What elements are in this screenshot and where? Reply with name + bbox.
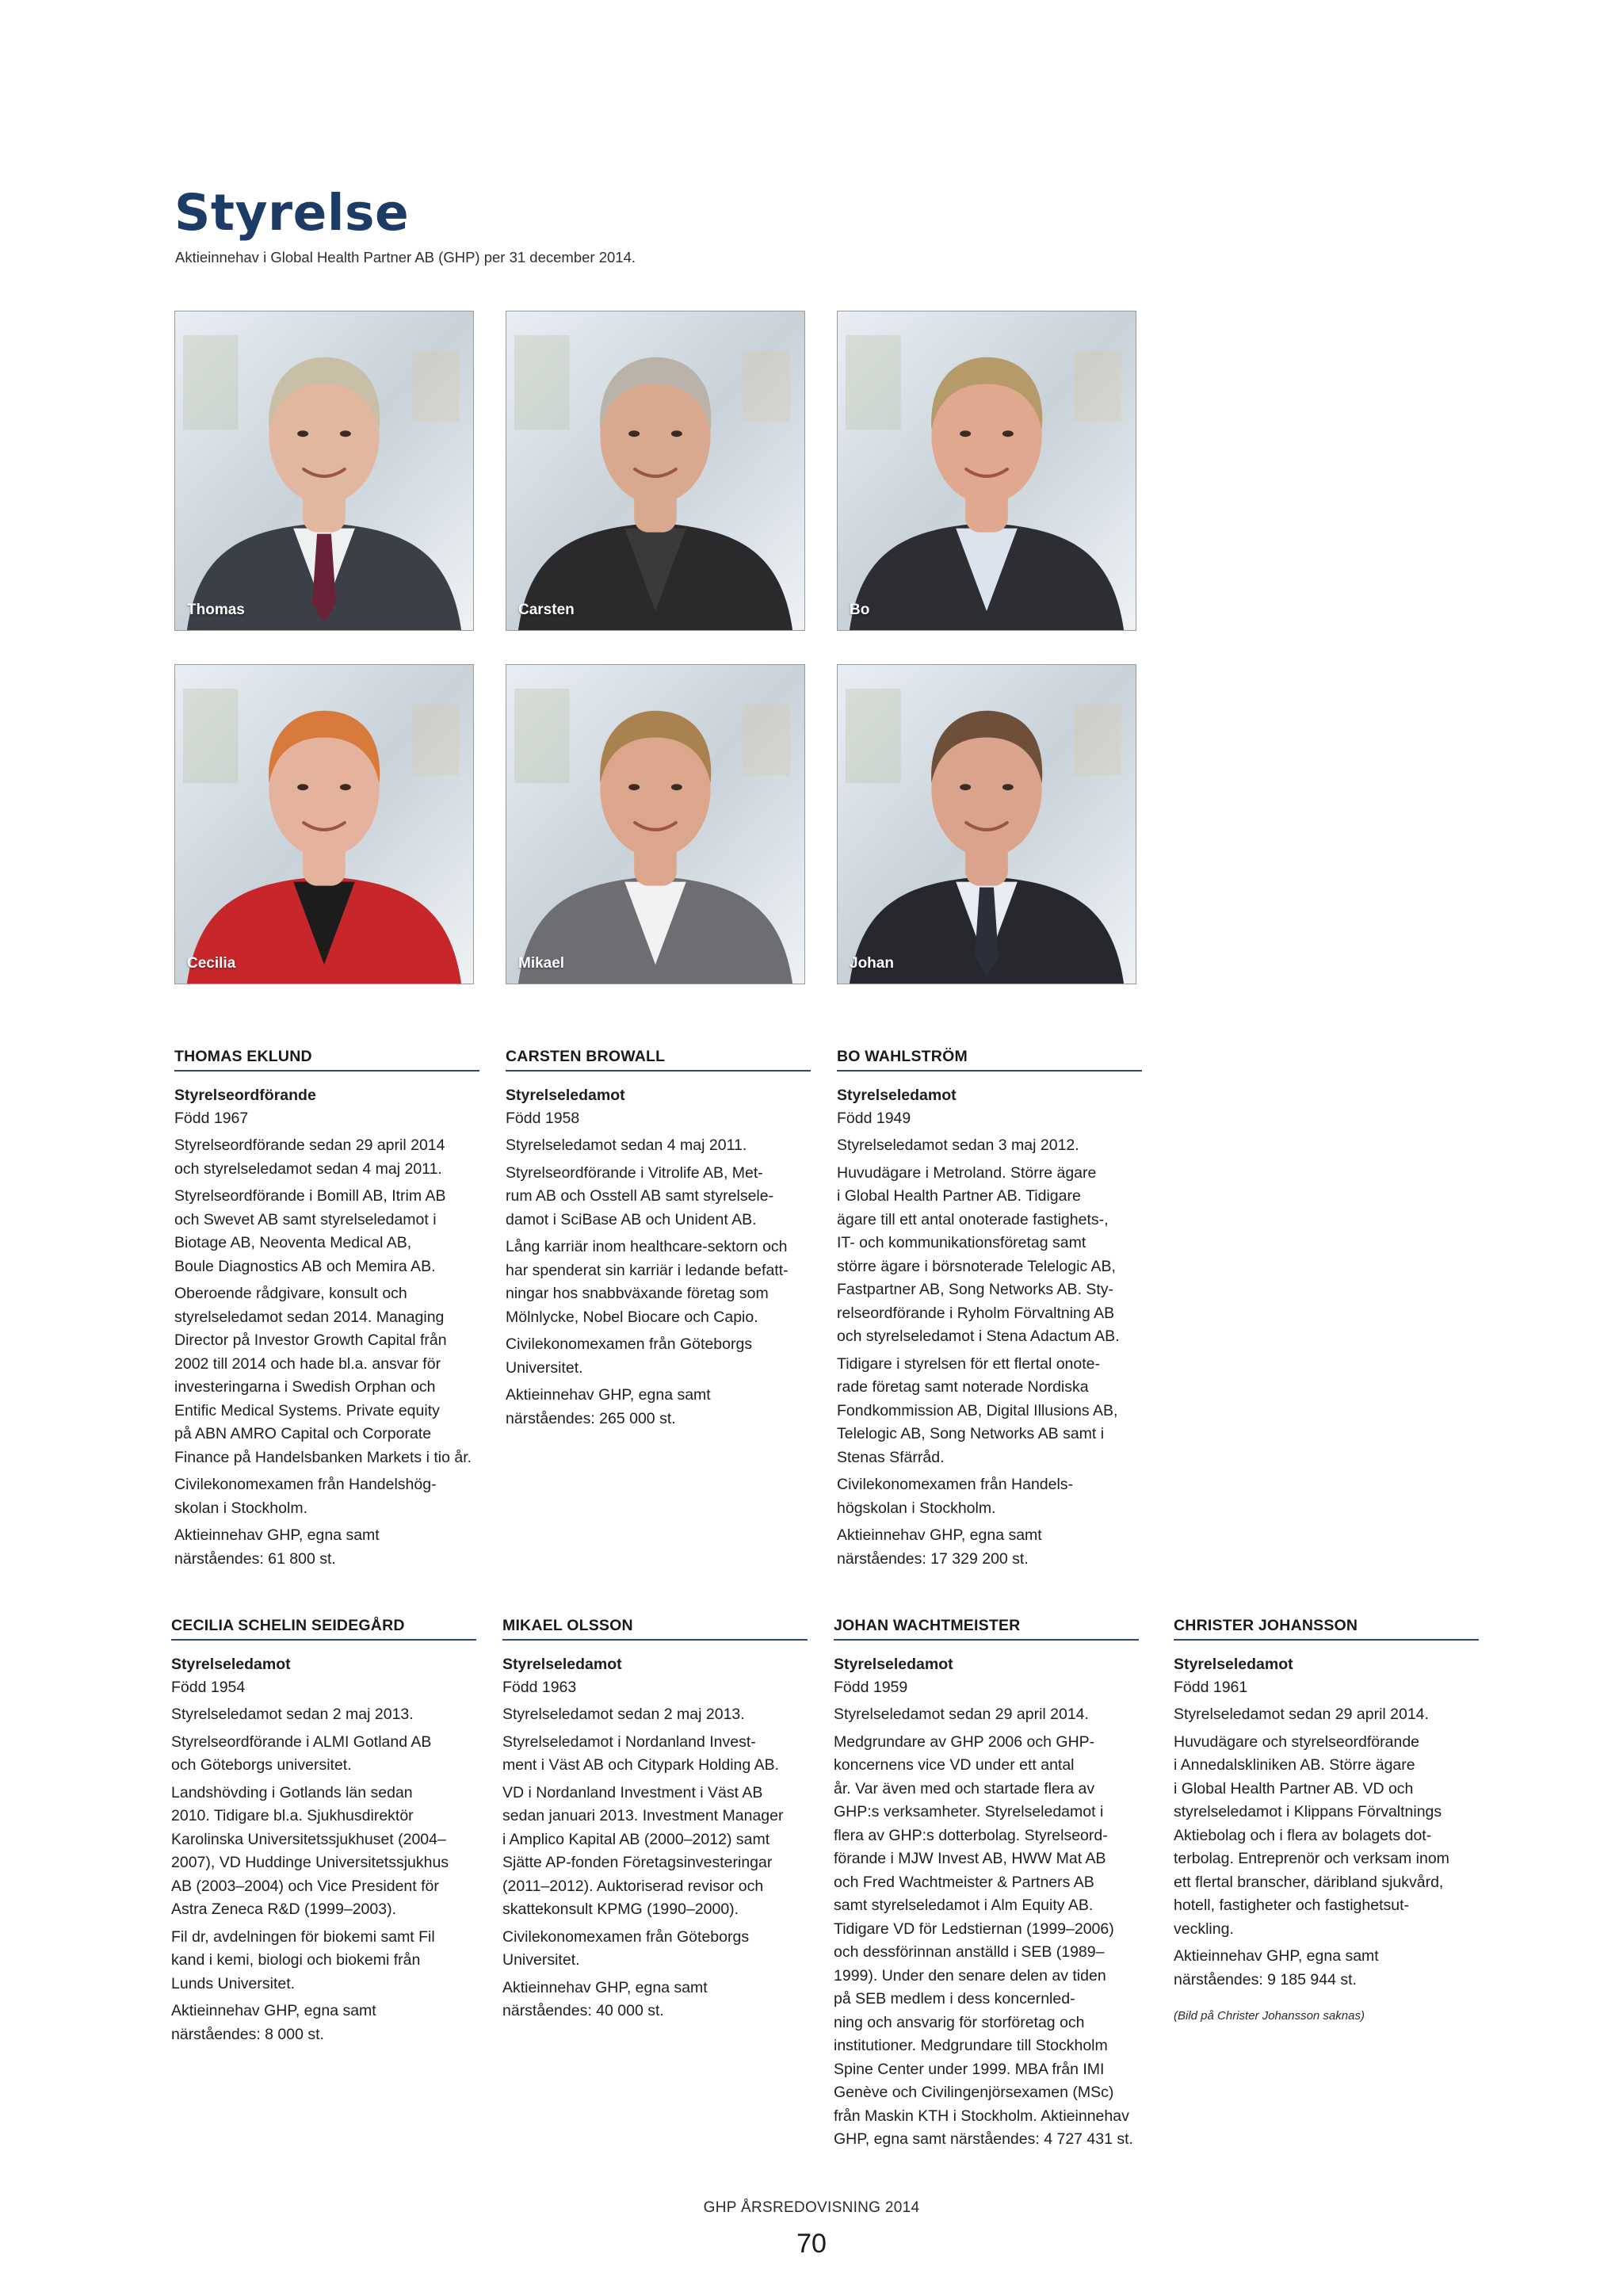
bio-shareholding: Aktieinnehav GHP, egna samt närståendes: 9 185 944 st. xyxy=(1174,1947,1379,1988)
bio-paragraph: Styrelseledamot sedan 2 maj 2013. xyxy=(502,1706,745,1723)
photo-thomas xyxy=(174,311,474,631)
photo-cecilia xyxy=(174,664,474,984)
bio-paragraph: Styrelseledamot sedan 2 maj 2013. xyxy=(171,1706,414,1723)
bio-paragraph: Fil dr, avdelningen för biokemi samt Fil kand i kemi, biologi och biokemi från Lunds Universitet. xyxy=(171,1927,435,1992)
background-blur xyxy=(1074,705,1121,776)
bio-shareholding: Aktieinnehav GHP, egna samt närståendes: 40 000 st. xyxy=(502,1978,708,2019)
background-blur xyxy=(1074,351,1121,422)
bio-paragraph: Civilekonomexamen från Handelshög- skolan i Stockholm. xyxy=(174,1476,437,1517)
bio-paragraph: VD i Nordanland Investment i Väst AB sedan januari 2013. Investment Manager i Amplico Kapital AB (2000–2012) samt Sjätte AP-fonden Företagsinvesteringar (2011–2012). Auktoriserad revisor och skattekonsult KPMG (1990–2000). xyxy=(502,1783,784,1918)
photo-bo xyxy=(837,311,1136,631)
bio-paragraph: Styrelseledamot sedan 29 april 2014. xyxy=(1174,1706,1429,1723)
bio-born: Född 1954 xyxy=(171,1679,246,1696)
photo-label: Bo xyxy=(850,602,870,618)
bio-paragraph: Civilekonomexamen från Göteborgs Universitet. xyxy=(506,1335,753,1377)
photo-label: Mikael xyxy=(518,955,565,972)
photo-johan xyxy=(837,664,1136,984)
bio-born: Född 1949 xyxy=(837,1110,911,1127)
photo-mikael xyxy=(506,664,805,984)
bio-paragraph: Huvudägare i Metroland. Större ägare i Global Health Partner AB. Tidigare ägare till ett antal onoterade fastighets-, IT- och kommunikationsföretag samt större ägare i börsnoterade Telelogic AB, Fastpartner AB, Song Networks AB. Sty- relseordförande i Ryholm Förvaltning AB och styrelseledamot i Stena Adactum AB. xyxy=(837,1163,1120,1345)
background-blur xyxy=(411,351,459,422)
photo-label: Carsten xyxy=(518,602,575,618)
photo-label: Thomas xyxy=(187,602,245,618)
background-blur xyxy=(846,689,901,783)
bio-carsten-browall xyxy=(506,1048,811,1435)
bio-thomas-eklund xyxy=(174,1048,479,1575)
bio-role: Styrelseledamot xyxy=(171,1656,291,1673)
bio-paragraph: Styrelseordförande i ALMI Gotland AB och Göteborgs universitet. xyxy=(171,1733,432,1774)
bio-role: Styrelseledamot xyxy=(834,1656,953,1673)
bio-paragraph: Styrelseordförande i Bomill AB, Itrim AB och Swevet AB samt styrelseledamot i Biotage AB, Neoventa Medical AB, Boule Diagnostics AB och Memira AB. xyxy=(174,1187,446,1275)
eye-shape xyxy=(628,430,640,437)
page-subtitle: Aktieinnehav i Global Health Partner AB (GHP) per 31 december 2014. xyxy=(175,249,636,266)
bio-paragraph: Styrelseledamot sedan 4 maj 2011. xyxy=(506,1137,747,1154)
bio-cecilia-schelin-seidegard xyxy=(171,1617,476,2050)
bio-role: Styrelseledamot xyxy=(502,1656,622,1673)
portrait-thomas xyxy=(175,311,473,630)
background-blur xyxy=(743,705,790,776)
bio-paragraph: Styrelseledamot i Nordanland Invest- ment i Väst AB och Citypark Holding AB. xyxy=(502,1733,780,1774)
eye-shape xyxy=(297,784,308,790)
eye-shape xyxy=(960,430,971,437)
bio-role: Styrelseledamot xyxy=(1174,1656,1293,1673)
portrait-carsten xyxy=(506,311,804,630)
bio-role: Styrelseordförande xyxy=(174,1087,316,1104)
bio-christer-johansson xyxy=(1174,1617,1479,2023)
bio-born: Född 1958 xyxy=(506,1110,580,1127)
background-blur xyxy=(514,689,570,783)
bio-johan-wachtmeister xyxy=(834,1617,1139,2156)
bio-paragraph: Huvudägare och styrelseordförande i Annedalskliniken AB. Större ägare i Global Health Partner AB. VD och styrelseledamot i Klippans Förvaltnings Aktiebolag och i flera av bolagets dot- terbolag. Entreprenör och verksam inom ett flertal branscher, däribland sjukvård, hotell, fastigheter och fastighetsut- veckling. xyxy=(1174,1733,1449,1938)
bio-paragraph: Styrelseledamot sedan 29 april 2014. xyxy=(834,1706,1089,1723)
background-blur xyxy=(411,705,459,776)
bio-paragraph: Lång karriär inom healthcare-sektorn och har spenderat sin karriär i ledande befatt- ningar hos snabbväxande företag som Mölnlycke, Nobel Biocare och Capio. xyxy=(506,1238,789,1326)
eye-shape xyxy=(340,430,351,437)
portrait-cecilia xyxy=(175,665,473,984)
eye-shape xyxy=(628,784,640,790)
eye-shape xyxy=(1002,430,1014,437)
bio-name: CECILIA SCHELIN SEIDEGÅRD xyxy=(171,1617,476,1641)
bio-paragraph: Medgrundare av GHP 2006 och GHP- koncernens vice VD under ett antal år. Var även med och startade flera av GHP:s verksamheter. Styrelseledamot i flera av GHP:s dotterbolag. Styrelseord- förande i MJW Invest AB, HWW Mat AB och Fred Wachtmeister & Partners AB samt styrelseledamot i Alm Equity AB. Tidigare VD för Ledstiernan (1999–2006) och dessförinnan anställd i SEB (1989– 1999). Under den senare delen av tiden på SEB medlem i dess koncernled- ning och ansvarig för storföretag och institutioner. Medgrundare till Stockholm Spine Center under 1999. MBA från IMI Genève och Civilingenjörsexamen (MSc) från Maskin KTH i Stockholm. Aktieinnehav GHP, egna samt närståendes: 4 727 431 st. xyxy=(834,1733,1133,2148)
eye-shape xyxy=(960,784,971,790)
eye-shape xyxy=(671,784,682,790)
bio-paragraph: Oberoende rådgivare, konsult och styrelseledamot sedan 2014. Managing Director på Investor Growth Capital från 2002 till 2014 och hade bl.a. ansvar för investeringarna i Swedish Orphan och Entific Medical Systems. Private equity på ABN AMRO Capital och Corporate Finance på Handelsbanken Markets i tio år. xyxy=(174,1285,472,1466)
bio-born: Född 1963 xyxy=(502,1679,577,1696)
portrait-mikael xyxy=(506,665,804,984)
background-blur xyxy=(183,335,239,430)
bio-shareholding: Aktieinnehav GHP, egna samt närståendes: 17 329 200 st. xyxy=(837,1526,1042,1568)
page-number: 70 xyxy=(796,2229,827,2259)
bio-name: CARSTEN BROWALL xyxy=(506,1048,811,1072)
eye-shape xyxy=(340,784,351,790)
bio-paragraph: Tidigare i styrelsen för ett flertal onote- rade företag samt noterade Nordiska Fondkommission AB, Digital Illusions AB, Telelogic AB, Song Networks AB samt i Stenas Sfärråd. xyxy=(837,1354,1118,1466)
bio-paragraph: Civilekonomexamen från Göteborgs Universitet. xyxy=(502,1927,750,1969)
bio-name: JOHAN WACHTMEISTER xyxy=(834,1617,1139,1641)
eye-shape xyxy=(297,430,308,437)
photo-carsten xyxy=(506,311,805,631)
bio-born: Född 1967 xyxy=(174,1110,249,1127)
bio-paragraph: Styrelseordförande sedan 29 april 2014 och styrelseledamot sedan 4 maj 2011. xyxy=(174,1137,445,1178)
bio-name: CHRISTER JOHANSSON xyxy=(1174,1617,1479,1641)
bio-shareholding: Aktieinnehav GHP, egna samt närståendes: 61 800 st. xyxy=(174,1526,380,1568)
bio-paragraph: Civilekonomexamen från Handels- högskolan i Stockholm. xyxy=(837,1476,1074,1517)
background-blur xyxy=(514,335,570,430)
photo-label: Cecilia xyxy=(187,955,236,972)
eye-shape xyxy=(1002,784,1014,790)
background-blur xyxy=(743,351,790,422)
bio-paragraph: Styrelseordförande i Vitrolife AB, Met- rum AB och Osstell AB samt styrelsele- damot i SciBase AB och Unident AB. xyxy=(506,1163,774,1228)
bio-role: Styrelseledamot xyxy=(506,1087,625,1104)
bio-shareholding: Aktieinnehav GHP, egna samt närståendes: 265 000 st. xyxy=(506,1386,711,1427)
portrait-johan xyxy=(838,665,1136,984)
bio-bo-wahlstrom xyxy=(837,1048,1142,1575)
footer-report-title: GHP ÅRSREDOVISNING 2014 xyxy=(703,2199,920,2216)
background-blur xyxy=(183,689,239,783)
portrait-bo xyxy=(838,311,1136,630)
background-blur xyxy=(846,335,901,430)
bio-name: BO WAHLSTRÖM xyxy=(837,1048,1142,1072)
bio-name: THOMAS EKLUND xyxy=(174,1048,479,1072)
bio-name: MIKAEL OLSSON xyxy=(502,1617,808,1641)
photo-missing-note: (Bild på Christer Johansson saknas) xyxy=(1174,2009,1365,2023)
photo-label: Johan xyxy=(850,955,894,972)
bio-paragraph: Landshövding i Gotlands län sedan 2010. Tidigare bl.a. Sjukhusdirektör Karolinska Universitetssjukhuset (2004– 2007), VD Huddinge Universitetssjukhus AB (2003–2004) och Vice President för Astra Zeneca R&D (1999–2003). xyxy=(171,1783,449,1918)
bio-born: Född 1959 xyxy=(834,1679,908,1696)
bio-shareholding: Aktieinnehav GHP, egna samt närståendes: 8 000 st. xyxy=(171,2002,376,2043)
bio-paragraph: Styrelseledamot sedan 3 maj 2012. xyxy=(837,1137,1079,1154)
bio-role: Styrelseledamot xyxy=(837,1087,957,1104)
eye-shape xyxy=(671,430,682,437)
bio-mikael-olsson xyxy=(502,1617,808,2027)
page-title: Styrelse xyxy=(174,184,410,242)
bio-born: Född 1961 xyxy=(1174,1679,1248,1696)
